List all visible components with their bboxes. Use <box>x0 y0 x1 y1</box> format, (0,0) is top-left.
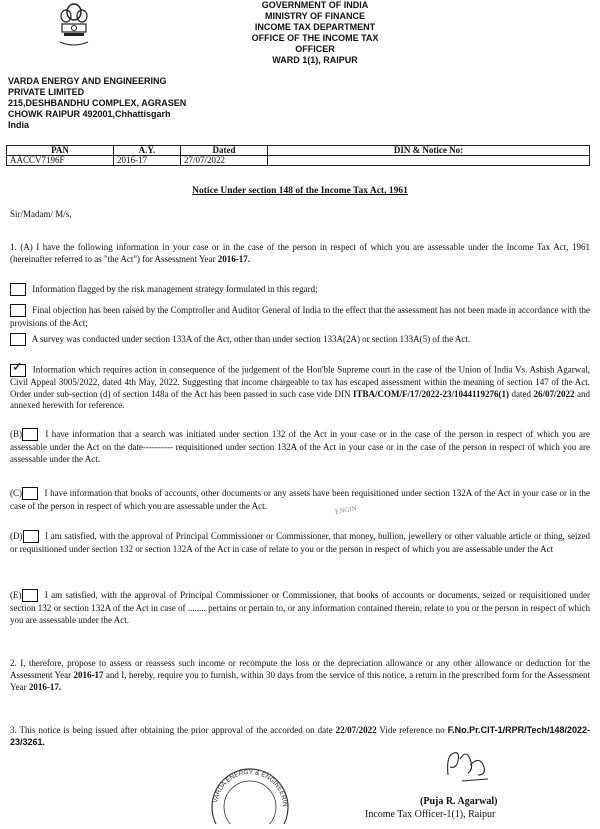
header-line: MINISTRY OF FINANCE <box>264 11 365 21</box>
addressee-line: India <box>8 120 30 130</box>
addressee-line: PRIVATE LIMITED <box>8 87 85 97</box>
pan-table <box>6 145 590 166</box>
addressee-line: VARDA ENERGY AND ENGINEERING <box>8 76 167 86</box>
paragraph-b: (B) I have information that a search was initiated under section 132 of the Act in your case or in the case of the person in respect of which you are assessable under the Act on the date---------- requisitioned under section 132A of the Act in your case or in the case of the person in respect of which you are assessable under the Act. <box>10 429 590 465</box>
addressee-block <box>8 76 268 131</box>
checkbox[interactable] <box>22 428 38 441</box>
reference-number: F.No.Pr.CIT-1/RPR/Tech/148/2022-23/3261. <box>10 725 591 747</box>
department-header <box>170 0 460 66</box>
ay-value: 2016-17 <box>114 156 181 166</box>
approval-date: 22/07/2022 <box>335 725 377 735</box>
dated-header: Dated <box>181 146 268 156</box>
pan-header: PAN <box>7 146 114 156</box>
header-line: GOVERNMENT OF INDIA <box>261 0 369 10</box>
checkbox[interactable] <box>22 589 38 602</box>
paragraph-d: (D) I am satisfied, with the approval of Principal Commissioner or Commissioner, that money, bullion, jewellery or other valuable article or thing, seized or requisitioned under section 132 or section 132A of the Act in case of relate to you or the person in respect of which you are assessable under the Act <box>10 531 591 555</box>
check-item-4: ✓ Information which requires action in consequence of the judgement of the Hon'ble Supreme court in the case of the Union of India Vs. Ashish Agarwal, Civil Appeal 3005/2022, dated 4th May, 2022. Suggesting that income chargeable to tax has escaped assessment within the meaning of section 147 of the Act. Order under sub-section (d) of section 148a of the Act has been passed in such case vide DIN ITBA/COM/F/17/2022-23/1044119276(1) dated 26/07/2022 and annexed herewith for reference. <box>10 364 590 412</box>
header-line: INCOME TAX DEPARTMENT <box>254 22 376 32</box>
dated-value: 27/07/2022 <box>181 156 268 166</box>
paragraph-c: (C) I have information that books of accounts, other documents or any assets have been requisitioned under section 132A of the Act in your case or in the case of the person in respect of which you are assessable under the Act. <box>10 488 591 512</box>
paragraph-1: 1. (A) I have the following information in your case or in the case of the person in respect of which you are assessable under the Income Tax Act, 1961 (hereinafter referred to as "the Act") for Assessment Year 2016-17. <box>10 242 590 264</box>
salutation: Sir/Madam/ M/s, <box>10 209 72 219</box>
checkbox[interactable] <box>10 333 26 346</box>
check-item-3: A survey was conducted under section 133A of the Act, other than under section 133A(2A) or section 133A(5) of the Act. <box>10 333 590 346</box>
table-header-row <box>7 146 590 156</box>
checkbox[interactable] <box>10 304 26 317</box>
checkbox[interactable] <box>22 487 38 500</box>
addressee-line: CHOWK RAIPUR 492001,Chhattisgarh <box>8 109 171 119</box>
officer-name: (Puja R. Agarwal) <box>420 796 498 807</box>
order-date: 26/07/2022 <box>533 388 575 399</box>
notice-title: Notice Under section 148 of the Income Tax Act, 1961 <box>192 186 408 196</box>
national-emblem-icon <box>52 2 96 50</box>
ay-header: A.Y. <box>114 146 181 156</box>
svg-text:VARDA ENERGY & ENGINEERING: VARDA ENERGY & ENGINEERIN <box>212 768 289 807</box>
assessment-year: 2016-17. <box>217 254 251 264</box>
paragraph-e: (E) I am satisfied, with the approval of Principal Commissioner or Commissioner, that books of accounts or documents, seized or requisitioned under section 132 or section 132A of the Act in case of ........ pertains or pertain to, or any information contained therein, relate to you or the person in respect of which you are assessable under the Act. <box>10 590 590 626</box>
header-line: WARD 1(1), RAIPUR <box>272 55 358 65</box>
paragraph-2: 2. I, therefore, propose to assess or reassess such income or recompute the loss or the depreciation allowance or any other allowance or deduction for the Assessment Year 2016-17 and I, hereby, require you to furnish, within 30 days from the service of this notice, a return in the prescribed form for the Assessment Year 2016-17. <box>10 658 590 692</box>
din-value <box>268 156 590 166</box>
table-row <box>7 156 590 166</box>
addressee-line: 215,DESHBANDHU COMPLEX, AGRASEN <box>8 98 187 108</box>
header-line: OFFICER <box>295 44 335 54</box>
din-reference: ITBA/COM/F/17/2022-23/1044119276(1) <box>352 388 509 399</box>
handwritten-signature <box>440 745 500 785</box>
pan-value: AACCV7196F <box>7 156 114 166</box>
watermark: ENGIN <box>334 504 358 516</box>
officer-designation: Income Tax Officer-1(1), Raipur <box>365 809 496 820</box>
checkbox[interactable] <box>10 283 26 296</box>
check-item-2: Final objection has been raised by the Comptroller and Auditor General of India to the effect that the assessment has not been made in accordance with the provisions of the Act; <box>10 305 591 329</box>
checkbox[interactable] <box>23 530 39 543</box>
check-item-1: Information flagged by the risk management strategy formulated in this regard; <box>10 283 590 296</box>
header-line: OFFICE OF THE INCOME TAX <box>251 33 379 43</box>
paragraph-3: 3. This notice is being issued after obtaining the prior approval of the accorded on date 22/07/2022 Vide reference no F.No.Pr.CIT-1/RPR/Tech/148/2022-23/3261. <box>10 725 591 747</box>
din-header: DIN & Notice No: <box>268 146 590 156</box>
company-stamp <box>205 762 295 824</box>
checked-checkbox[interactable] <box>10 364 26 377</box>
